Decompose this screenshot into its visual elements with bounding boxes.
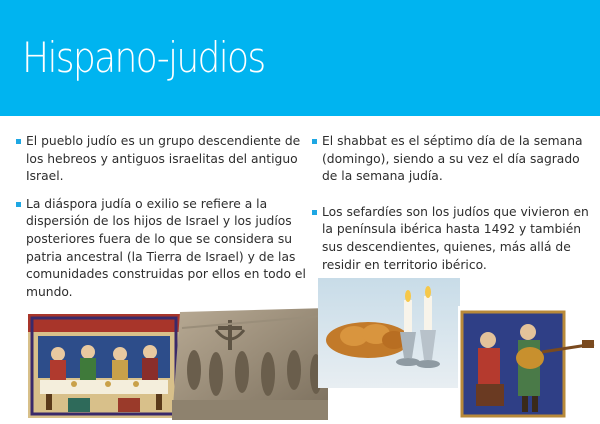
bullet-text: El shabbat es el séptimo día de la semana (domingo), siendo a su vez el día sagrado de la semana judía. bbox=[322, 134, 583, 184]
bullet-item bbox=[312, 204, 590, 274]
manuscript-feast-image bbox=[28, 314, 180, 418]
bullet-text: El pueblo judío es un grupo descendiente de los hebreos y antiguos israelitas del antiguo Israel. bbox=[26, 134, 301, 184]
bullet-marker-icon bbox=[16, 202, 21, 207]
shabbat-candles-image bbox=[318, 278, 460, 388]
bullet-item bbox=[16, 196, 306, 302]
title-banner bbox=[0, 0, 600, 116]
arch-relief-image bbox=[172, 308, 328, 420]
bullet-marker-icon bbox=[16, 139, 21, 144]
musicians-illustration-image bbox=[458, 306, 598, 418]
left-text-column bbox=[16, 133, 306, 311]
page-title: Hispano-judios bbox=[22, 33, 265, 82]
bullet-marker-icon bbox=[312, 210, 317, 215]
bullet-item bbox=[312, 133, 590, 186]
bullet-marker-icon bbox=[312, 139, 317, 144]
bullet-text: Los sefardíes son los judíos que vivieron en la península ibérica hasta 1492 y también sus descendientes, quienes, más allá de residir en territorio ibérico. bbox=[322, 204, 589, 272]
right-text-column bbox=[312, 133, 590, 284]
bullet-item bbox=[16, 133, 306, 186]
bullet-text: La diáspora judía o exilio se refiere a la dispersión de los hijos de Israel y los judíos posteriores fuera de lo que se considera su patria ancestral (la Tierra de Israel) y de las comunidades construidas por ellos en todo el mundo. bbox=[26, 196, 306, 299]
